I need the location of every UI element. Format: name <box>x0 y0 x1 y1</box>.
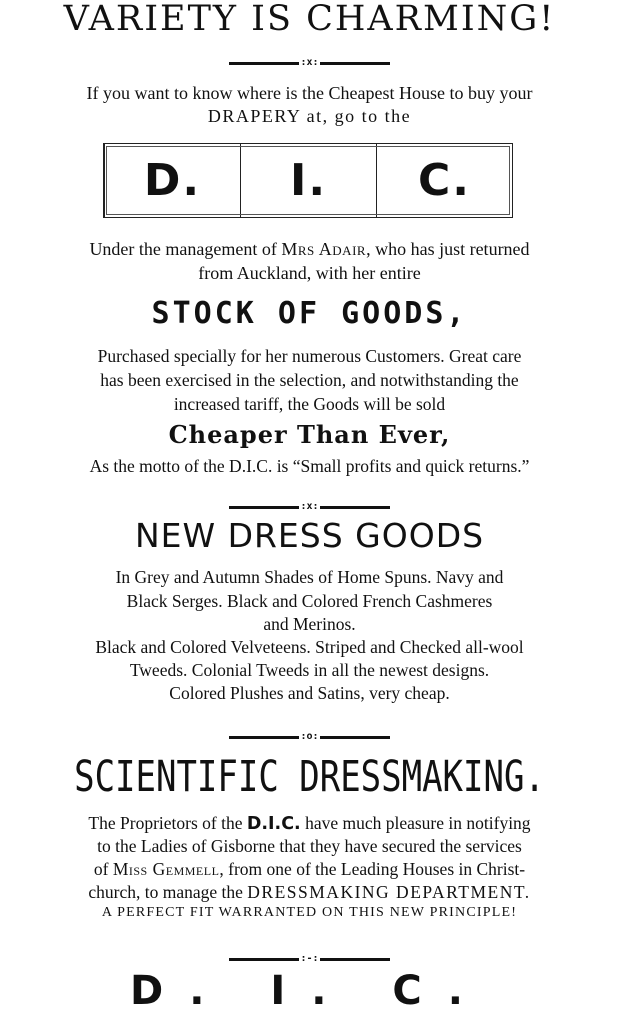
new-dress-line-3: and Merinos. <box>263 614 356 634</box>
footer-dic: D. I. C. <box>130 968 489 1014</box>
dic-letter-i: I. <box>240 144 376 217</box>
advert-title: VARIETY IS CHARMING! <box>63 0 556 39</box>
new-dress-line-2: Black Serges. Black and Colored French Cashmeres <box>126 591 493 611</box>
separator-4 <box>0 950 619 965</box>
separator-1 <box>0 54 619 69</box>
separator-mark: :x: <box>300 57 319 69</box>
manager-name: Mrs Adair <box>281 239 367 259</box>
management-line-1: Under the management of Mrs Adair, who has just returned <box>89 239 530 259</box>
dic-letter-d: D. <box>104 144 240 217</box>
scientific-line-1: The Proprietors of the D.I.C. have much pleasure in notifying <box>88 813 531 834</box>
purchased-line-3: increased tariff, the Goods will be sold <box>173 394 446 414</box>
scientific-line-4: church, to manage the DRESSMAKING DEPARTMENT. <box>88 882 531 902</box>
separator-mark: :-: <box>300 953 319 965</box>
separator-mark: :x: <box>300 501 319 513</box>
management-line-2: from Auckland, with her entire <box>198 263 421 283</box>
intro-line-2: DRAPERY at, go to the <box>207 106 412 126</box>
dressmaker-name: Miss Gemmell <box>112 859 220 879</box>
dressmaking-department: DRESSMAKING DEPARTMENT. <box>247 882 531 902</box>
stock-heading: STOCK OF GOODS, <box>151 296 468 331</box>
scientific-line-3: of Miss Gemmell, from one of the Leading Houses in Christ- <box>93 859 526 879</box>
perfect-fit-line: A PERFECT FIT WARRANTED ON THIS NEW PRINCIPLE! <box>101 905 518 920</box>
purchased-line-1: Purchased specially for her numerous Customers. Great care <box>97 346 522 366</box>
intro-line-1: If you want to know where is the Cheapest House to buy your <box>86 83 533 103</box>
purchased-line-2: has been exercised in the selection, and notwithstanding the <box>100 370 519 390</box>
new-dress-line-5: Tweeds. Colonial Tweeds in all the newest designs. <box>129 660 490 680</box>
new-dress-heading: NEW DRESS GOODS <box>134 516 485 555</box>
scientific-heading: SCIENTIFIC DRESSMAKING. <box>74 752 545 802</box>
separator-3 <box>0 728 619 743</box>
new-dress-line-1: In Grey and Autumn Shades of Home Spuns. Navy and <box>115 567 504 587</box>
scientific-line-2: to the Ladies of Gisborne that they have secured the services <box>97 836 522 856</box>
new-dress-line-4: Black and Colored Velveteens. Striped and Checked all-wool <box>95 637 524 657</box>
separator-mark: :o: <box>300 731 319 743</box>
motto: As the motto of the D.I.C. is “Small profits and quick returns.” <box>89 456 530 476</box>
new-dress-line-6: Colored Plushes and Satins, very cheap. <box>169 683 450 703</box>
dic-letter-c: C. <box>376 144 512 217</box>
dic-inline: D.I.C. <box>246 814 301 834</box>
cheaper-heading: Cheaper Than Ever, <box>168 420 451 449</box>
separator-2 <box>0 498 619 513</box>
dic-box <box>103 143 513 218</box>
